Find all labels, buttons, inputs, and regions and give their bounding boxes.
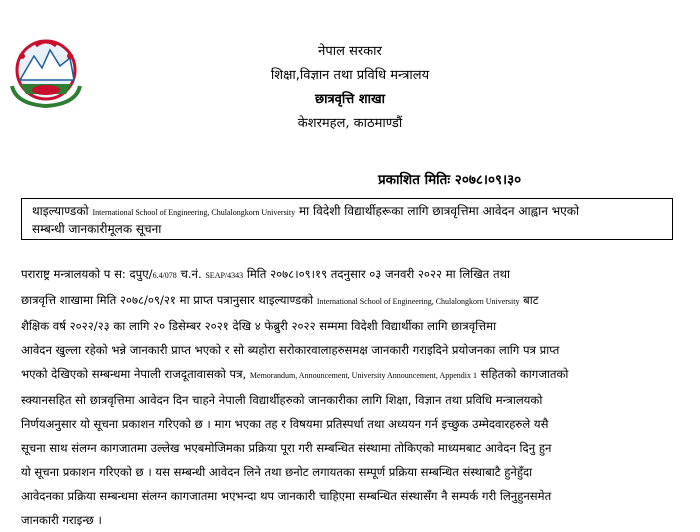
notice-body — [21, 262, 676, 527]
letterhead — [230, 40, 470, 136]
body-text: च.नं. — [176, 267, 206, 281]
body-text: मिति २०७८।०९।१९ तदनुसार ०३ जनवरी २०२२ मा लिखित तथा — [243, 267, 510, 281]
header-address: केशरमहल, काठमाण्डौं — [297, 116, 403, 131]
body-text: सहितको कागजातको — [477, 367, 569, 381]
subject-part3: सम्बन्धी जानकारीमूलक सूचना — [32, 222, 162, 236]
subject-part2: मा विदेशी विद्यार्थीहरूका लागि छात्रवृत्तिमा आवेदन आह्वान भएको — [298, 204, 580, 218]
body-line-10: आवेदनका प्रक्रिया सम्बन्धमा संलग्न कागजातमा भएभन्दा थप जानकारी चाहिएमा सम्बन्धित संस्थासँग नै सम्पर्क गरी लिनुहुनसमेत — [21, 489, 552, 503]
body-text: पराराष्ट्र मन्त्रालयको प स: दपुए/ — [21, 267, 153, 281]
body-line-2 — [21, 288, 676, 314]
body-text: भएको देखिएको सम्बन्धमा नेपाली राजदूतावासको पत्र, — [21, 367, 250, 381]
body-line-11: जानकारी गराइन्छ । — [21, 513, 102, 527]
body-ref: SEAP/4343 — [205, 271, 244, 280]
header-government: नेपाल सरकार — [318, 44, 382, 59]
body-line-6: स्क्यानसहित सो छात्रवृत्तिमा आवेदन दिन चाहने नेपाली विद्यार्थीहरुको जानकारीका लागि शिक्षा, विज्ञान तथा प्रविधि मन्त्रालयको — [21, 393, 543, 407]
body-text: बाट — [519, 293, 539, 307]
government-emblem-logo — [6, 34, 86, 110]
body-line-4: आवेदन खुल्ला रहेको भन्ने जानकारी प्राप्त भएको र सो ब्यहोरा सरोकारवालाहरुसमक्ष जानकारी गराइदिने प्रयोजनका लागि पत्र प्राप्त — [21, 343, 560, 357]
subject-box — [21, 198, 673, 240]
subject-school: International School of Engineering, Chulalongkorn University — [92, 208, 296, 217]
body-text: छात्रवृत्ति शाखामा मिति २०७८/०९/२१ मा प्राप्त पत्रानुसार थाइल्याण्डको — [21, 293, 317, 307]
body-line-9: यो सूचना प्रकाशन गरिएको छ । यस सम्बन्धी आवेदन लिने तथा छनोट लगायतका सम्पूर्ण प्रक्रिया सम्बन्धित संस्थाबाटै हुनेहुँदा — [21, 465, 533, 479]
body-line-5 — [21, 362, 676, 388]
publish-date: प्रकाशित मितिः २०७८।०९।३० — [378, 172, 522, 188]
subject-part1: थाइल्याण्डको — [32, 204, 89, 218]
header-ministry: शिक्षा,विज्ञान तथा प्रविधि मन्त्रालय — [270, 68, 430, 83]
body-line-1 — [21, 262, 676, 288]
body-school: International School of Engineering, Chulalongkorn University — [316, 297, 520, 306]
body-line-7: निर्णयअनुसार यो सूचना प्रकाशन गरिएको छ । माग भएका तह र विषयमा प्रतिस्पर्धा तथा अध्ययन गर्न इच्छुक उम्मेदवारहरुले यसै — [21, 417, 549, 431]
body-line-3: शैक्षिक वर्ष २०२२/२३ का लागि २० डिसेम्बर २०२१ देखि ४ फेब्रुरी २०२२ सम्ममा विदेशी विद्यार्थीका लागि छात्रवृत्तिमा — [21, 319, 497, 333]
body-ref: 6.4/078 — [152, 271, 177, 280]
body-attachments: Memorandum, Announcement, University Announcement, Appendix 1 — [249, 371, 477, 380]
header-section: छात्रवृत्ति शाखा — [315, 92, 385, 107]
body-line-8: सूचना साथ संलग्न कागजातमा उल्लेख भएबमोजिमका प्रक्रिया पूरा गरी सम्बन्धित संस्थामा तोकिएको माध्यमबाट आवेदन दिनु हुन — [21, 441, 552, 455]
